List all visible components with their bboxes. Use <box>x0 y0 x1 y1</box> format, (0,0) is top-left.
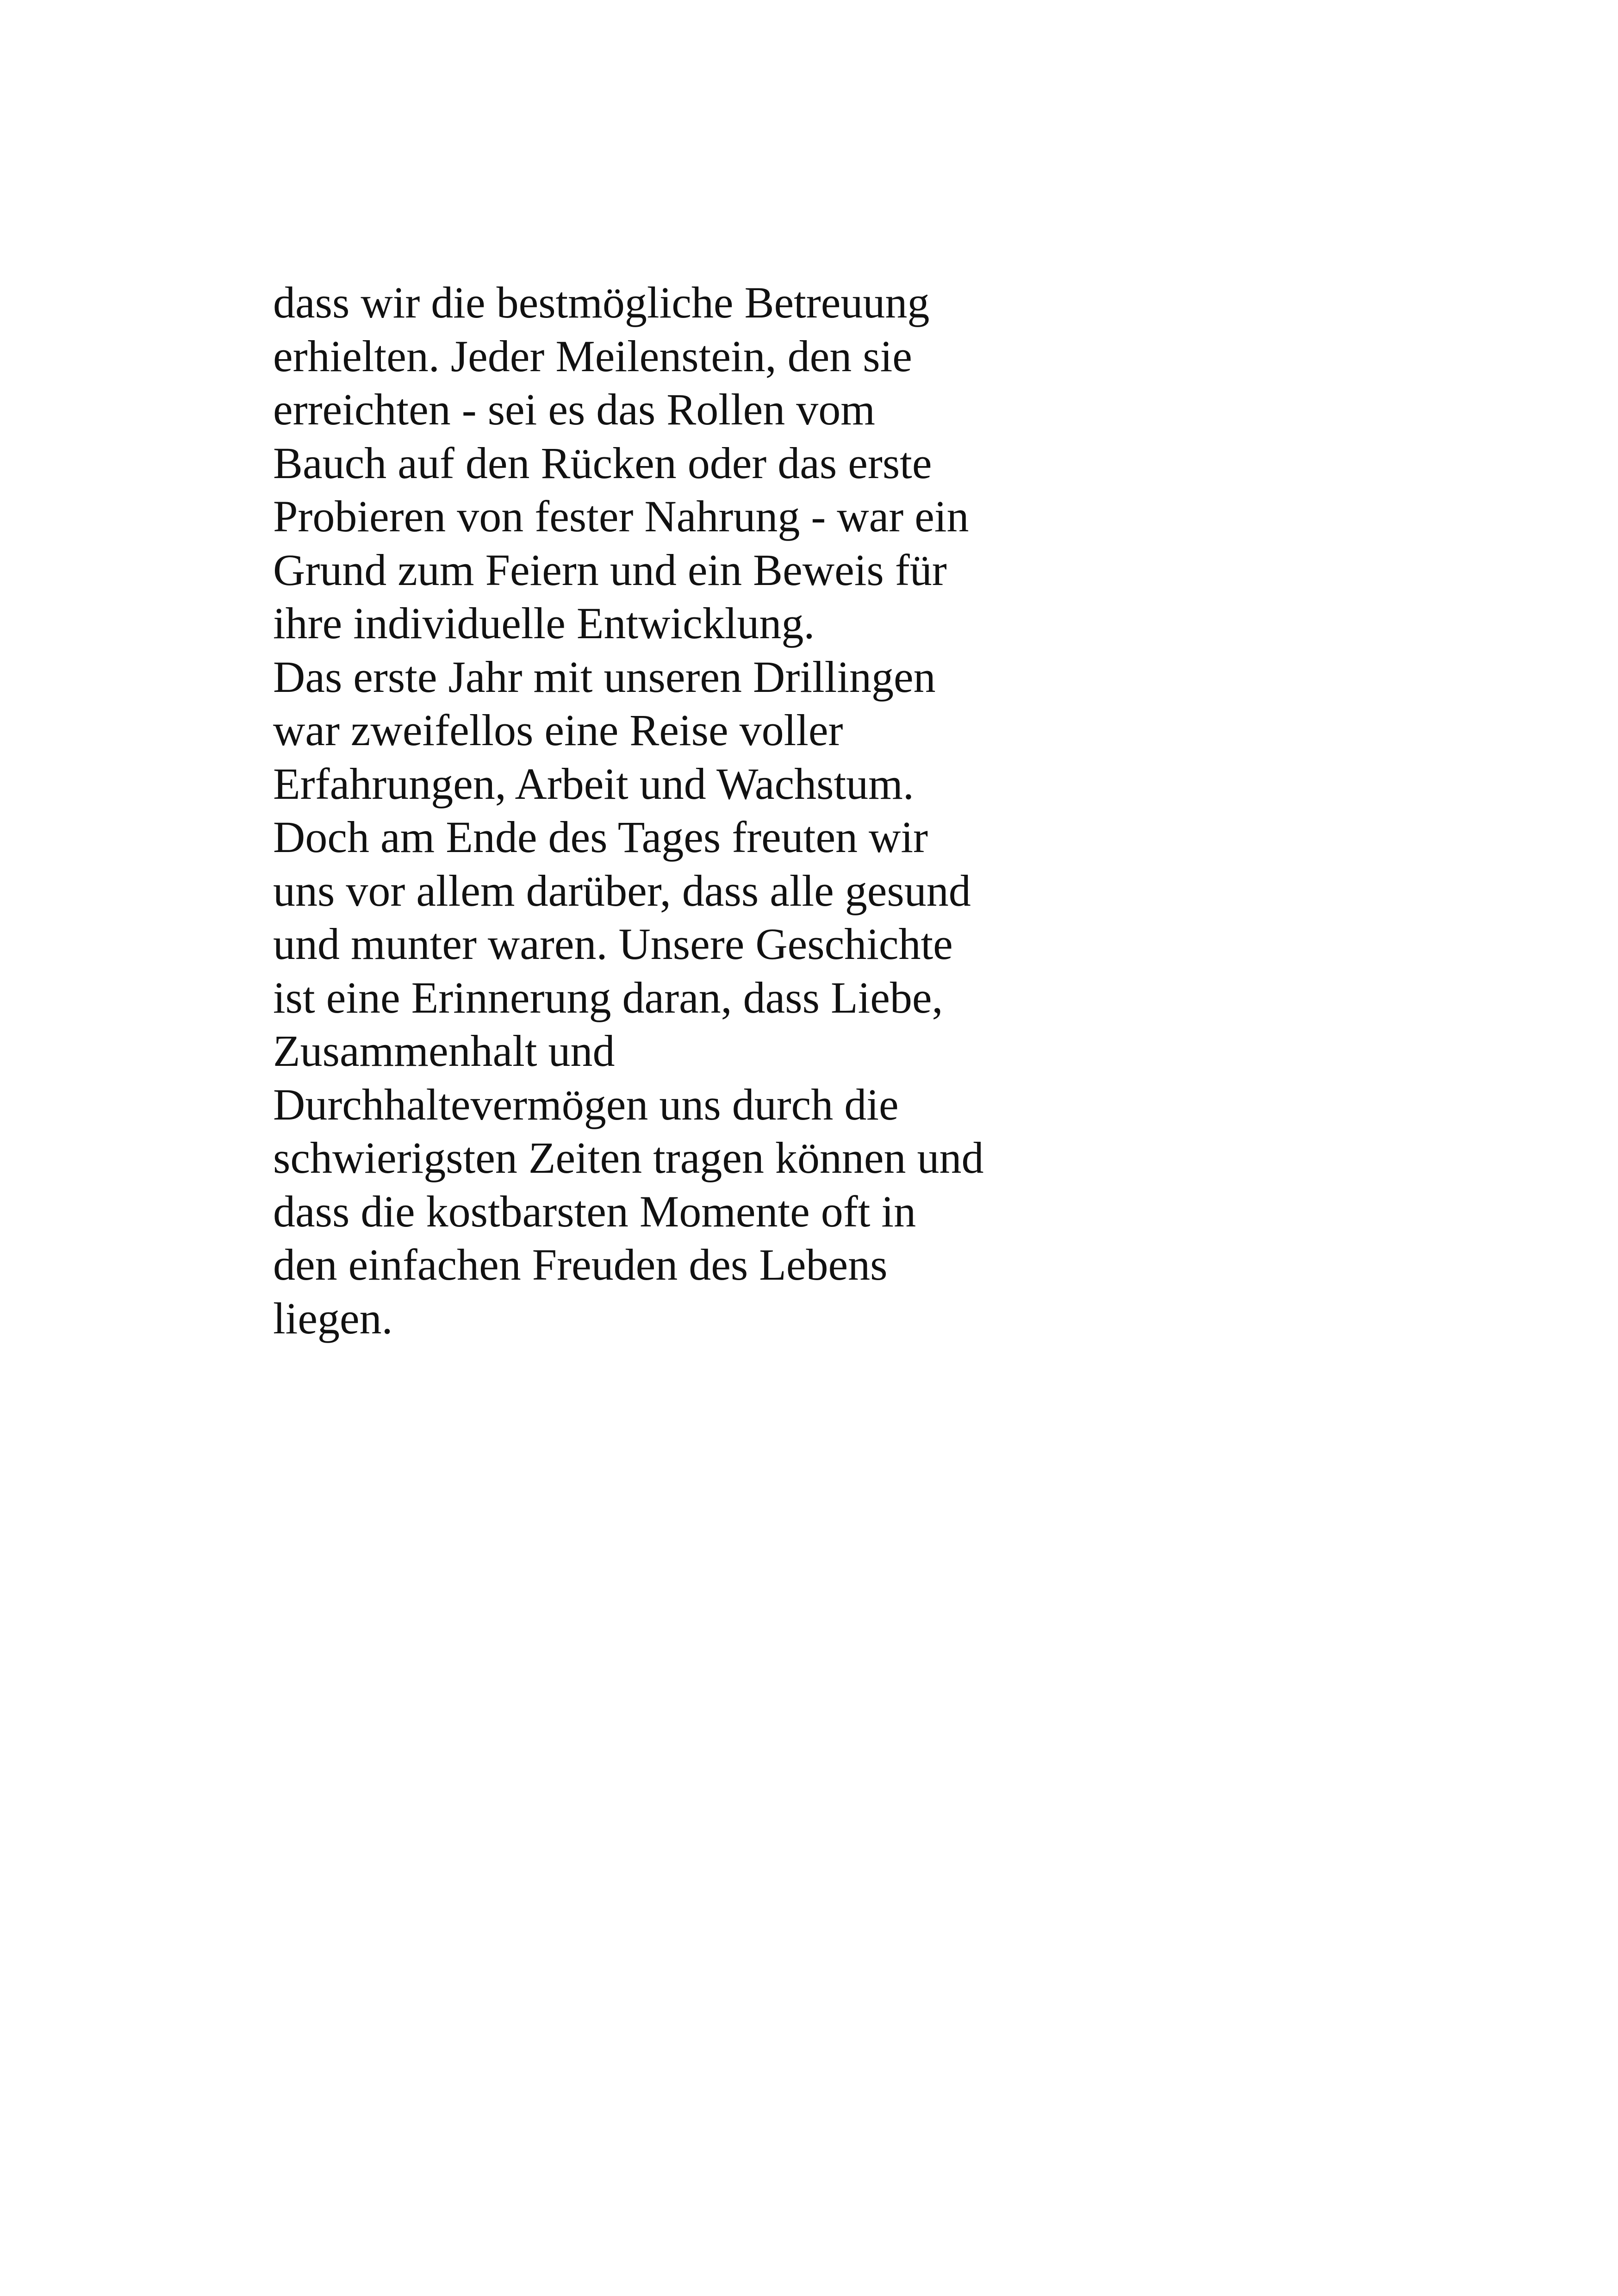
text-line: Das erste Jahr mit unseren Drillingen <box>273 652 936 702</box>
text-line: den einfachen Freuden des Lebens <box>273 1240 888 1289</box>
text-line: und munter waren. Unsere Geschichte <box>273 919 953 969</box>
text-line: uns vor allem darüber, dass alle gesund <box>273 865 971 915</box>
text-line: Doch am Ende des Tages freuten wir <box>273 812 928 862</box>
text-line: erhielten. Jeder Meilenstein, den sie <box>273 331 912 381</box>
body-text <box>273 276 1060 1345</box>
text-line: dass wir die bestmögliche Betreuung <box>273 278 930 327</box>
text-line: erreichten - sei es das Rollen vom <box>273 385 875 434</box>
text-line: ihre individuelle Entwicklung. <box>273 598 815 648</box>
text-line: ist eine Erinnerung daran, dass Liebe, <box>273 972 943 1022</box>
text-line: schwierigsten Zeiten tragen können und <box>273 1133 984 1182</box>
text-line: liegen. <box>273 1293 393 1343</box>
text-line: Zusammenhalt und <box>273 1026 615 1076</box>
text-line: Probieren von fester Nahrung - war ein <box>273 492 969 541</box>
text-line: Durchhaltevermögen uns durch die <box>273 1079 899 1129</box>
text-line: dass die kostbarsten Momente oft in <box>273 1186 916 1236</box>
text-line: Bauch auf den Rücken oder das erste <box>273 438 932 488</box>
text-line: Grund zum Feiern und ein Beweis für <box>273 545 947 595</box>
text-line: Erfahrungen, Arbeit und Wachstum. <box>273 759 914 809</box>
text-line: war zweifellos eine Reise voller <box>273 705 843 755</box>
